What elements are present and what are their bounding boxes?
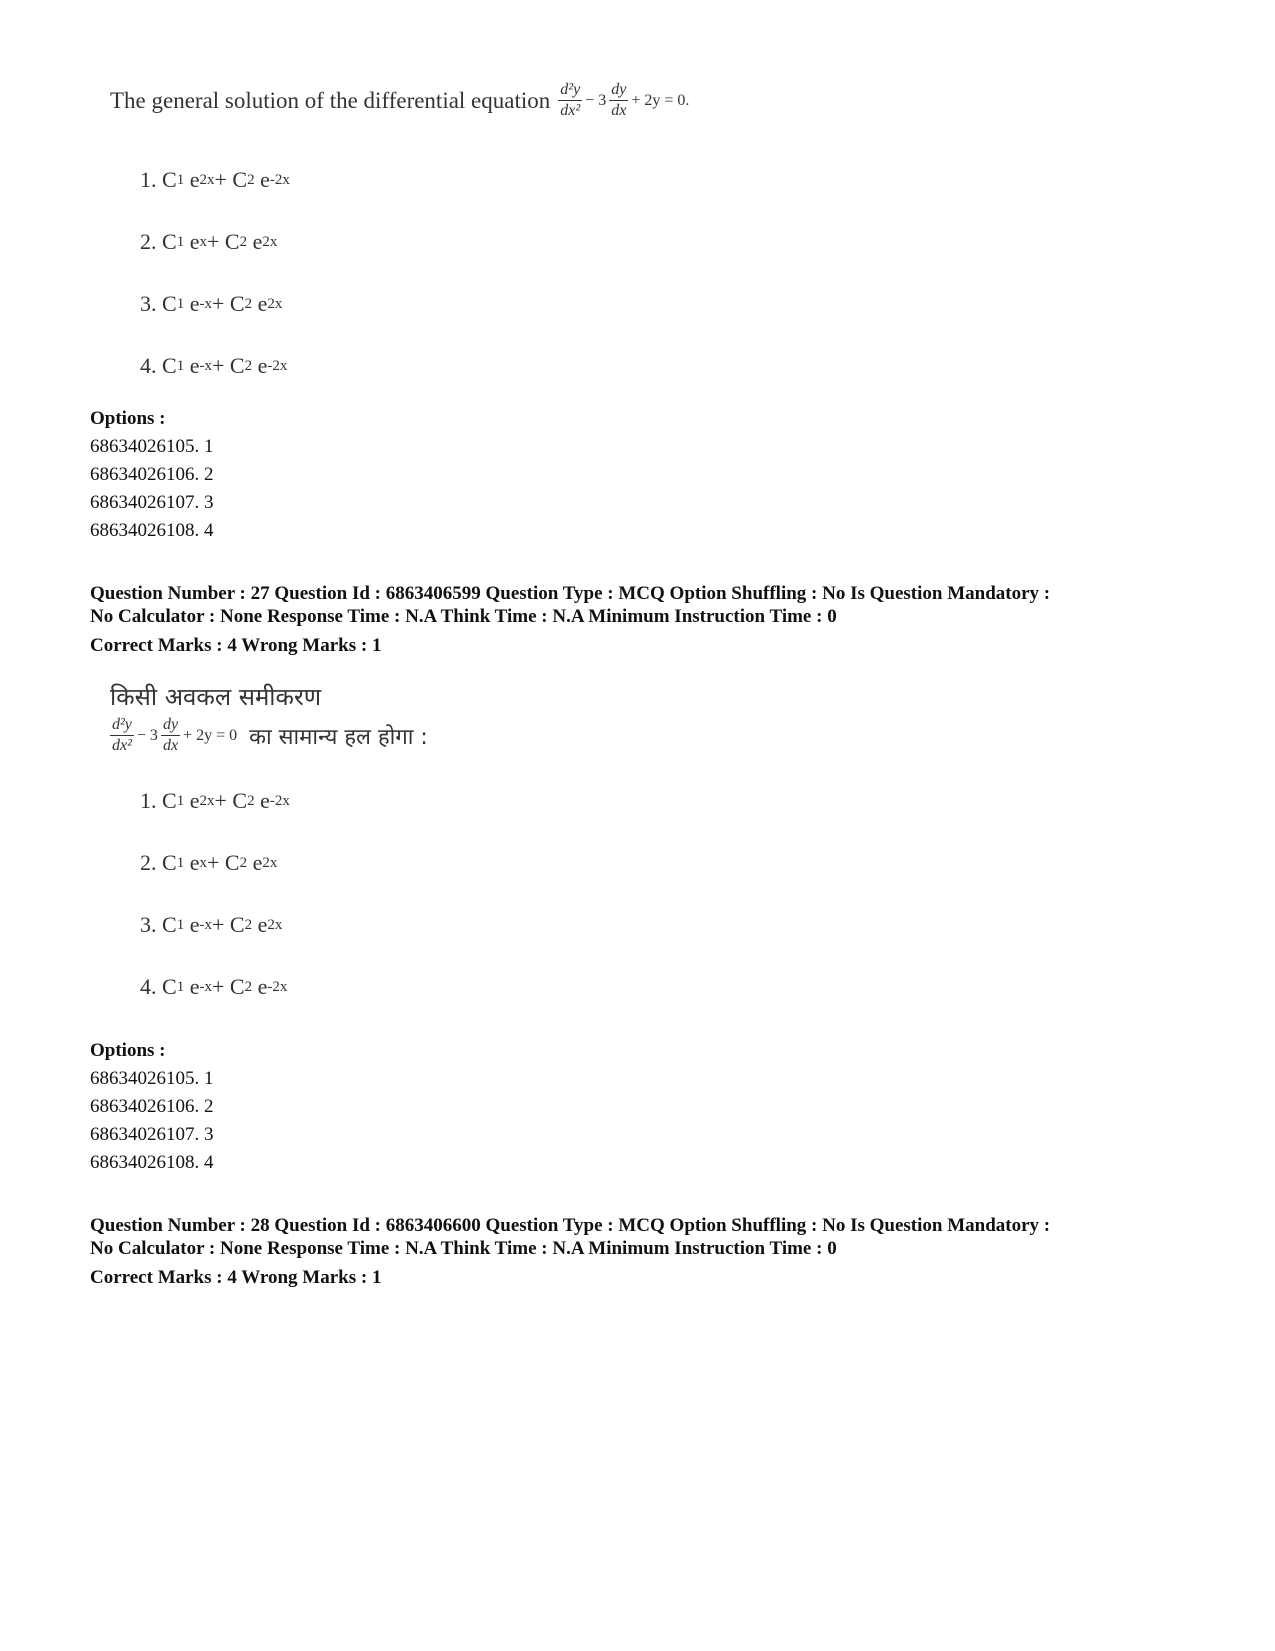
q26-option-2 xyxy=(110,211,689,273)
q27-option-3-e2: e xyxy=(257,912,268,937)
q26-option-1-number: 1. xyxy=(140,167,157,192)
q26-option-1-exp1: 2x xyxy=(199,171,215,188)
q26-option-3-number: 3. xyxy=(140,291,157,316)
q27-meta xyxy=(90,582,1190,657)
q27-option-2-sub1: 1 xyxy=(176,854,185,871)
q27-option-4-plus: + xyxy=(211,974,225,999)
q27-options-label: Options : xyxy=(90,1040,166,1061)
q26-option-1-e2: e xyxy=(260,167,270,192)
q26-equation xyxy=(558,82,689,119)
q27-option-3-number: 3. xyxy=(140,912,157,937)
q26-option-3-sub1: 1 xyxy=(176,295,185,312)
q27-meta-line1: Question Number : 27 Question Id : 6863406599 Question Type : MCQ Option Shuffling : No Is Question Mandatory : xyxy=(90,583,1051,604)
q27-dx: dx xyxy=(162,737,179,754)
q27-option-1-c1: C xyxy=(162,788,177,813)
q27-option-2-exp2: 2x xyxy=(262,854,278,871)
q27-option-2-sub2: 2 xyxy=(239,854,248,871)
q28-meta-line2: No Calculator : None Response Time : N.A Think Time : N.A Minimum Instruction Time : 0 xyxy=(90,1238,837,1259)
q27-option-1-e2: e xyxy=(260,788,270,813)
q26-option-2-exp2: 2x xyxy=(262,233,278,250)
q27-option-3 xyxy=(110,894,428,956)
q27-options-block xyxy=(90,1037,214,1177)
q26-option-4-sub1: 1 xyxy=(176,357,185,374)
q27-option-2-c2: C xyxy=(224,850,240,875)
q26-option-4-c1: C xyxy=(162,353,177,378)
q27-dy: dy xyxy=(161,717,180,736)
q27-meta-line2: No Calculator : None Response Time : N.A Think Time : N.A Minimum Instruction Time : 0 xyxy=(90,606,837,627)
q28-meta-line1: Question Number : 28 Question Id : 6863406600 Question Type : MCQ Option Shuffling : No Is Question Mandatory : xyxy=(90,1215,1051,1236)
q27-option-id-1: 68634026105. 1 xyxy=(90,1068,214,1089)
q27-option-1-c2: C xyxy=(232,788,248,813)
q27-option-3-plus: + xyxy=(211,912,225,937)
q27-option-3-c1: C xyxy=(162,912,177,937)
q27-option-3-c2: C xyxy=(229,912,245,937)
q26-options-block xyxy=(90,405,214,545)
q27-option-2 xyxy=(110,832,428,894)
q27-option-3-exp1: -x xyxy=(199,916,212,933)
q26-option-3-sub2: 2 xyxy=(244,295,253,312)
q27-option-1-number: 1. xyxy=(140,788,157,813)
q26-frac-dy xyxy=(609,82,628,119)
q26-option-4-e2: e xyxy=(257,353,268,378)
q26-option-2-e2: e xyxy=(252,229,263,254)
q27-option-1-sub1: 1 xyxy=(176,792,185,809)
q27-eq-tail: + 2y = 0 xyxy=(183,726,238,744)
q26-question-image xyxy=(110,82,689,397)
q26-option-4-exp1: -x xyxy=(199,357,212,374)
q27-option-2-c1: C xyxy=(162,850,177,875)
q26-option-2-c2: C xyxy=(224,229,240,254)
q27-frac-dy xyxy=(161,717,180,754)
q26-option-3-c2: C xyxy=(229,291,245,316)
q27-equation xyxy=(110,717,237,754)
q27-option-2-plus: + xyxy=(206,850,220,875)
q26-option-id-2: 68634026106. 2 xyxy=(90,464,214,485)
q27-option-2-exp1: x xyxy=(199,854,207,871)
q27-option-3-sub2: 2 xyxy=(244,916,253,933)
q28-meta xyxy=(90,1214,1190,1289)
q26-frac-d2y xyxy=(558,82,582,119)
q27-option-id-3: 68634026107. 3 xyxy=(90,1124,214,1145)
q27-option-1-exp2: -2x xyxy=(269,792,290,809)
q26-dy: dy xyxy=(609,82,628,101)
q26-option-4-sub2: 2 xyxy=(244,357,253,374)
q27-option-4-exp2: -2x xyxy=(267,978,288,995)
q27-option-1-sub2: 2 xyxy=(247,792,255,809)
q26-option-4-c2: C xyxy=(229,353,245,378)
q26-option-3-c1: C xyxy=(162,291,177,316)
q27-option-4-number: 4. xyxy=(140,974,157,999)
q26-option-1-sub1: 1 xyxy=(176,171,185,188)
q26-option-1-c2: C xyxy=(232,167,248,192)
q26-option-3-exp2: 2x xyxy=(267,295,283,312)
q26-option-4-plus: + xyxy=(211,353,225,378)
q27-d2y: d²y xyxy=(110,717,134,736)
q26-option-3-e1: e xyxy=(189,291,200,316)
q26-option-1-c1: C xyxy=(162,167,177,192)
q26-option-2-sub2: 2 xyxy=(239,233,248,250)
q26-option-2-e1: e xyxy=(189,229,200,254)
q27-option-3-sub1: 1 xyxy=(176,916,185,933)
q27-hindi-title: किसी अवकल समीकरण xyxy=(110,683,322,711)
q26-dx: dx xyxy=(611,102,627,119)
q26-option-2-number: 2. xyxy=(140,229,157,254)
q26-stem-text: The general solution of the differential equation xyxy=(110,87,551,113)
q27-option-2-e1: e xyxy=(189,850,200,875)
q26-option-2-c1: C xyxy=(162,229,177,254)
q28-marks: Correct Marks : 4 Wrong Marks : 1 xyxy=(90,1267,382,1288)
q26-option-list xyxy=(110,149,689,397)
q27-option-4-c1: C xyxy=(162,974,177,999)
q26-option-4-number: 4. xyxy=(140,353,157,378)
q27-option-2-number: 2. xyxy=(140,850,157,875)
q27-frac-d2y xyxy=(110,717,134,754)
q26-option-4 xyxy=(110,335,689,397)
q27-option-1-exp1: 2x xyxy=(199,792,215,809)
q27-option-4-sub2: 2 xyxy=(244,978,253,995)
q26-option-1-exp2: -2x xyxy=(269,171,290,188)
q27-equation-row xyxy=(110,717,428,754)
q27-option-1-e1: e xyxy=(189,788,200,813)
q26-option-1-e1: e xyxy=(189,167,200,192)
q27-option-4-c2: C xyxy=(229,974,245,999)
q26-d2y: d²y xyxy=(558,82,582,101)
q27-option-4 xyxy=(110,956,428,1018)
q26-eq-tail: + 2y = 0. xyxy=(631,91,690,109)
q27-option-list xyxy=(110,770,428,1018)
q27-dx2: dx² xyxy=(112,737,132,754)
q26-option-4-e1: e xyxy=(189,353,200,378)
q27-option-4-e1: e xyxy=(189,974,200,999)
q27-option-1 xyxy=(110,770,428,832)
q27-option-4-e2: e xyxy=(257,974,268,999)
q27-option-2-e2: e xyxy=(252,850,263,875)
q26-minus3: − 3 xyxy=(585,91,607,109)
q26-options-label: Options : xyxy=(90,408,166,429)
q26-option-id-1: 68634026105. 1 xyxy=(90,436,214,457)
q26-option-2-sub1: 1 xyxy=(176,233,185,250)
q27-option-3-e1: e xyxy=(189,912,200,937)
q26-option-id-4: 68634026108. 4 xyxy=(90,520,214,541)
q26-option-1 xyxy=(110,149,689,211)
q27-minus3: − 3 xyxy=(136,726,158,744)
q26-option-3-exp1: -x xyxy=(199,295,212,312)
q27-option-3-exp2: 2x xyxy=(267,916,283,933)
q27-hindi-tail: का सामान्य हल होगा : xyxy=(249,724,428,750)
q27-option-4-exp1: -x xyxy=(199,978,212,995)
q26-option-2-plus: + xyxy=(206,229,220,254)
q26-stem xyxy=(110,82,689,119)
q26-dx2: dx² xyxy=(560,102,581,119)
q27-option-1-plus: + xyxy=(214,788,227,813)
q26-option-1-sub2: 2 xyxy=(247,171,255,188)
q26-option-id-3: 68634026107. 3 xyxy=(90,492,214,513)
q26-option-3-e2: e xyxy=(257,291,268,316)
q27-option-id-4: 68634026108. 4 xyxy=(90,1152,214,1173)
q27-option-id-2: 68634026106. 2 xyxy=(90,1096,214,1117)
q27-option-4-sub1: 1 xyxy=(176,978,185,995)
q26-option-2-exp1: x xyxy=(199,233,207,250)
q27-question-image xyxy=(110,680,428,1018)
q26-option-3 xyxy=(110,273,689,335)
q26-option-1-plus: + xyxy=(214,167,227,192)
q26-option-4-exp2: -2x xyxy=(267,357,288,374)
q26-option-3-plus: + xyxy=(211,291,225,316)
q27-marks: Correct Marks : 4 Wrong Marks : 1 xyxy=(90,635,382,656)
